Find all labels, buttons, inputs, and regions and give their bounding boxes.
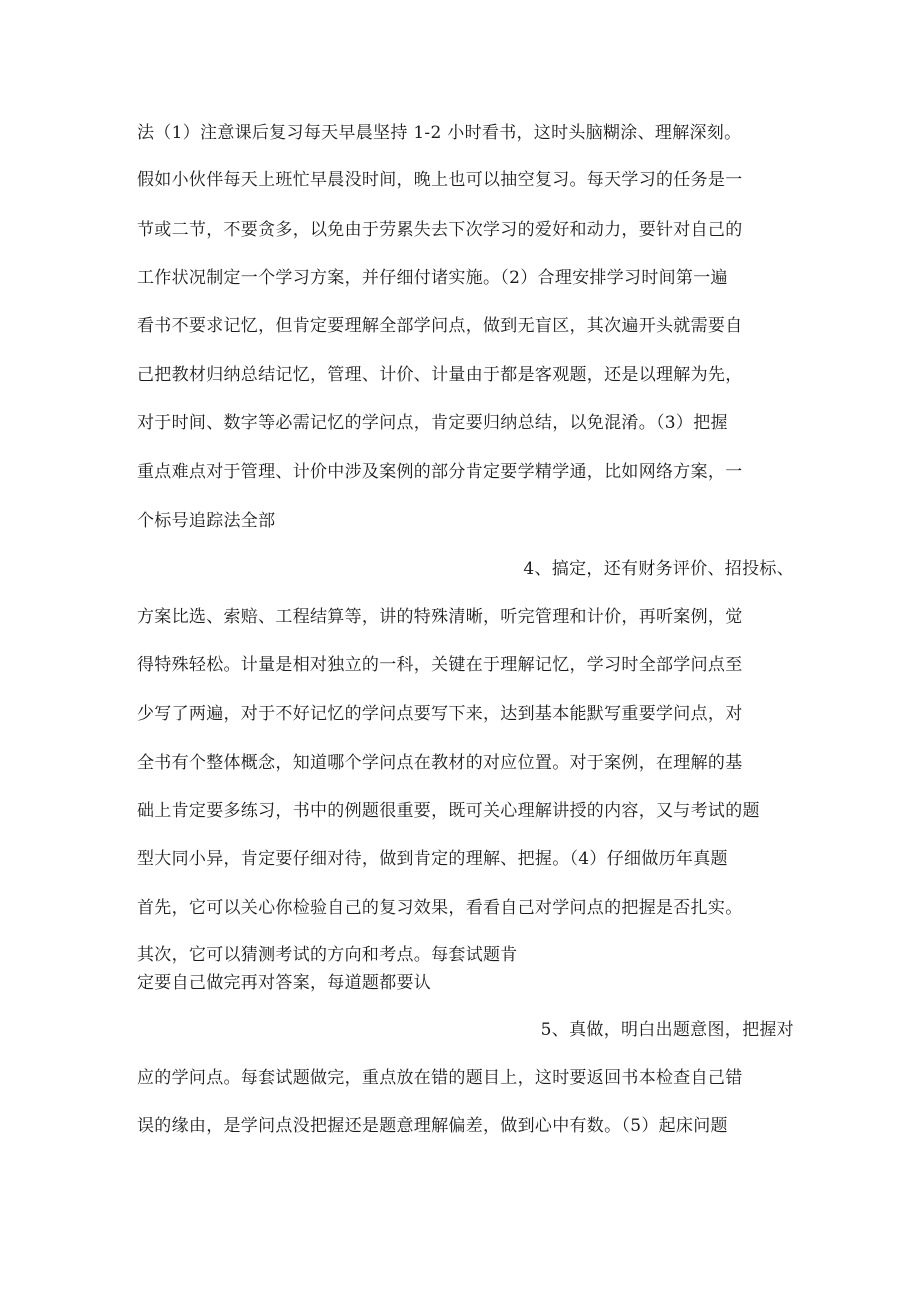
text-line: 工作状况制定一个学习方案，并仔细付诸实施。（2）合理安排学习时间第一遍 xyxy=(137,268,728,288)
text-line: 节或二节，不要贪多，以免由于劳累失去下次学习的爱好和动力，要针对自己的 xyxy=(137,220,743,240)
text-line: 误的缘由，是学问点没把握还是题意理解偏差，做到心中有数。（5）起床问题 xyxy=(137,1116,728,1136)
text-line: 得特殊轻松。计量是相对独立的一科，关键在于理解记忆，学习时全部学问点至 xyxy=(137,655,743,675)
text-line: 方案比选、索赔、工程结算等，讲的特殊清晰，听完管理和计价，再听案例，觉 xyxy=(137,607,743,627)
text-line: 其次，它可以猜测考试的方向和考点。每套试题肯 xyxy=(137,945,518,965)
text-line: 假如小伙伴每天上班忙早晨没时间，晚上也可以抽空复习。每天学习的任务是一 xyxy=(137,170,743,190)
text-line: 全书有个整体概念，知道哪个学问点在教材的对应位置。对于案例，在理解的基 xyxy=(137,753,743,773)
text-line: 首先，它可以关心你检验自己的复习效果，看看自己对学问点的把握是否扎实。 xyxy=(137,898,743,918)
text-line-right: 4、搞定，还有财务评价、招投标、 xyxy=(523,559,794,579)
text-line: 个标号追踪法全部 xyxy=(137,511,276,531)
text-line: 己把教材归纳总结记忆，管理、计价、计量由于都是客观题，还是以理解为先， xyxy=(137,365,743,385)
text-line: 重点难点对于管理、计价中涉及案例的部分肯定要学精学通，比如网络方案，一 xyxy=(137,462,743,482)
text-line: 对于时间、数字等必需记忆的学问点，肯定要归纳总结，以免混淆。（3）把握 xyxy=(137,413,728,433)
text-line: 础上肯定要多练习，书中的例题很重要，既可关心理解讲授的内容，又与考试的题 xyxy=(137,801,760,821)
text-line: 少写了两遍，对于不好记忆的学问点要写下来，达到基本能默写重要学问点，对 xyxy=(137,704,743,724)
text-line: 应的学问点。每套试题做完，重点放在错的题目上，这时要返回书本检查自己错 xyxy=(137,1068,743,1088)
text-line-right: 5、真做，明白出题意图，把握对 xyxy=(540,1020,794,1040)
text-line: 看书不要求记忆，但肯定要理解全部学问点，做到无盲区，其次遍开头就需要自 xyxy=(137,316,743,336)
text-line: 型大同小异，肯定要仔细对待，做到肯定的理解、把握。（4）仔细做历年真题 xyxy=(137,849,728,869)
text-line: 法（1）注意课后复习每天早晨坚持 1-2 小时看书，这时头脑糊涂、理解深刻。 xyxy=(137,123,742,143)
text-line: 定要自己做完再对答案，每道题都要认 xyxy=(137,973,432,993)
